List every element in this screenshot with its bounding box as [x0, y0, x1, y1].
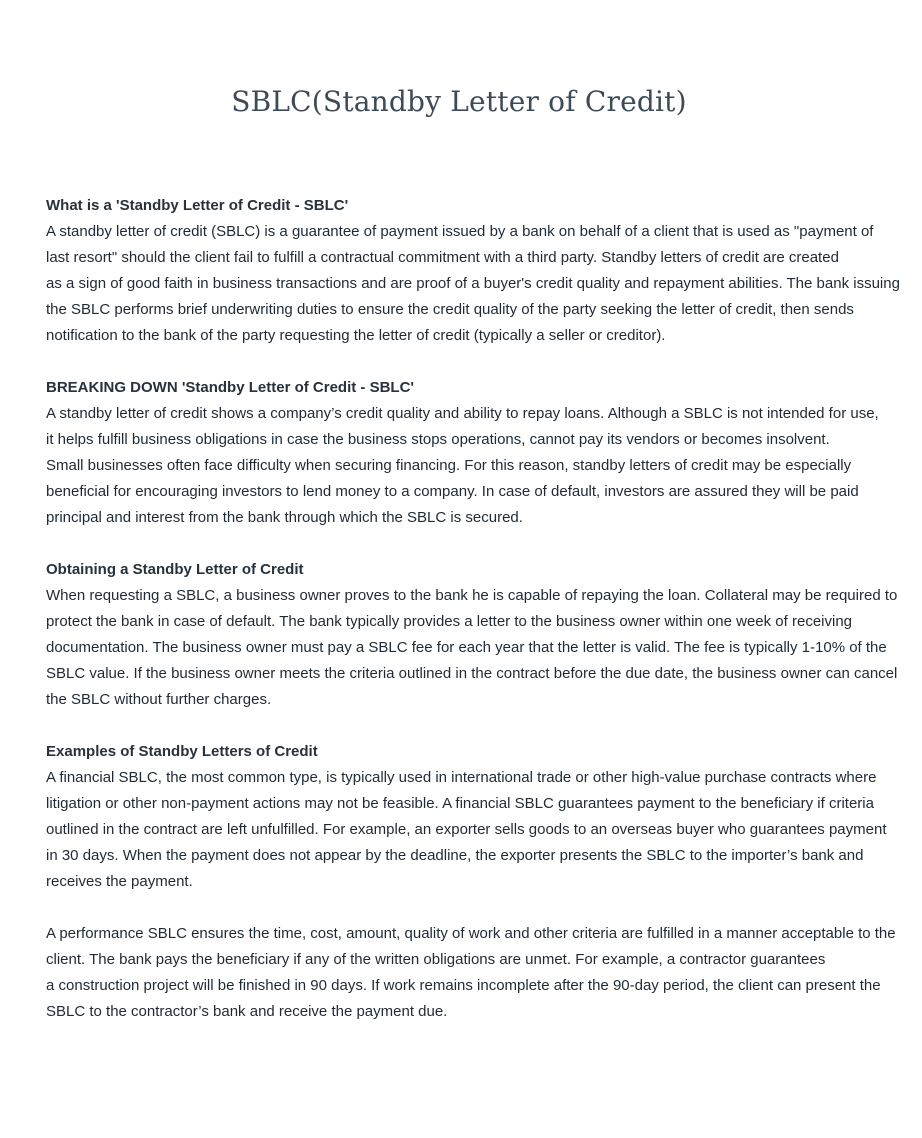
section-performance-sblc — [46, 921, 906, 1025]
section-breaking-down — [46, 375, 906, 531]
paragraph-line: the SBLC without further charges. — [46, 691, 272, 708]
section-paragraph — [46, 401, 906, 531]
paragraph-line: in 30 days. When the payment does not appear by the deadline, the exporter presents the SBLC to the importer’s bank and — [46, 847, 864, 864]
section-heading: Obtaining a Standby Letter of Credit — [46, 561, 304, 578]
section-paragraph — [46, 219, 906, 349]
paragraph-line: A standby letter of credit shows a company’s credit quality and ability to repay loans. Although a SBLC is not intended for use, — [46, 405, 879, 422]
paragraph-line: receives the payment. — [46, 873, 193, 890]
paragraph-line: litigation or other non-payment actions may not be feasible. A financial SBLC guarantees payment to the beneficiary if criteria — [46, 795, 874, 812]
paragraph-line: SBLC value. If the business owner meets the criteria outlined in the contract before the due date, the business owner can cancel — [46, 665, 898, 682]
paragraph-line: Small businesses often face difficulty when securing financing. For this reason, standby letters of credit may be especially — [46, 457, 852, 474]
document-title: SBLC(Standby Letter of Credit) — [231, 85, 687, 118]
paragraph-line: outlined in the contract are left unfulfilled. For example, an exporter sells goods to an overseas buyer who guarantees payment — [46, 821, 887, 838]
section-obtaining — [46, 557, 906, 713]
section-heading: BREAKING DOWN 'Standby Letter of Credit - SBLC' — [46, 379, 414, 396]
paragraph-line: client. The bank pays the beneficiary if any of the written obligations are unmet. For example, a contractor guarantees — [46, 951, 826, 968]
section-heading: What is a 'Standby Letter of Credit - SBLC' — [46, 197, 349, 214]
paragraph-line: When requesting a SBLC, a business owner proves to the bank he is capable of repaying the loan. Collateral may be required to — [46, 587, 898, 604]
paragraph-line: A standby letter of credit (SBLC) is a guarantee of payment issued by a bank on behalf of a client that is used as "payment of — [46, 223, 874, 240]
paragraph-line: SBLC to the contractor’s bank and receive the payment due. — [46, 1003, 448, 1020]
paragraph-line: notification to the bank of the party requesting the letter of credit (typically a seller or creditor). — [46, 327, 666, 344]
paragraph-line: as a sign of good faith in business transactions and are proof of a buyer's credit quality and repayment abilities. The bank issuing — [46, 275, 900, 292]
section-what-is-sblc — [46, 193, 906, 349]
section-examples — [46, 739, 906, 895]
paragraph-line: principal and interest from the bank through which the SBLC is secured. — [46, 509, 523, 526]
section-paragraph — [46, 583, 906, 713]
paragraph-line: it helps fulfill business obligations in case the business stops operations, cannot pay its vendors or becomes insolvent. — [46, 431, 830, 448]
paragraph-line: last resort" should the client fail to fulfill a contractual commitment with a third party. Standby letters of credit are created — [46, 249, 839, 266]
paragraph-line: documentation. The business owner must pay a SBLC fee for each year that the letter is valid. The fee is typically 1-10% of the — [46, 639, 887, 656]
paragraph-line: protect the bank in case of default. The bank typically provides a letter to the business owner within one week of receiving — [46, 613, 853, 630]
section-paragraph — [46, 921, 906, 1025]
section-paragraph — [46, 765, 906, 895]
paragraph-line: the SBLC performs brief underwriting duties to ensure the credit quality of the party seeking the letter of credit, then sends — [46, 301, 854, 318]
section-heading: Examples of Standby Letters of Credit — [46, 743, 318, 760]
document-body — [46, 193, 906, 1051]
paragraph-line: A performance SBLC ensures the time, cost, amount, quality of work and other criteria are fulfilled in a manner acceptable to the — [46, 925, 896, 942]
paragraph-line: A financial SBLC, the most common type, is typically used in international trade or other high-value purchase contracts where — [46, 769, 877, 786]
paragraph-line: a construction project will be finished in 90 days. If work remains incomplete after the 90-day period, the client can present the — [46, 977, 881, 994]
paragraph-line: beneficial for encouraging investors to lend money to a company. In case of default, investors are assured they will be paid — [46, 483, 859, 500]
